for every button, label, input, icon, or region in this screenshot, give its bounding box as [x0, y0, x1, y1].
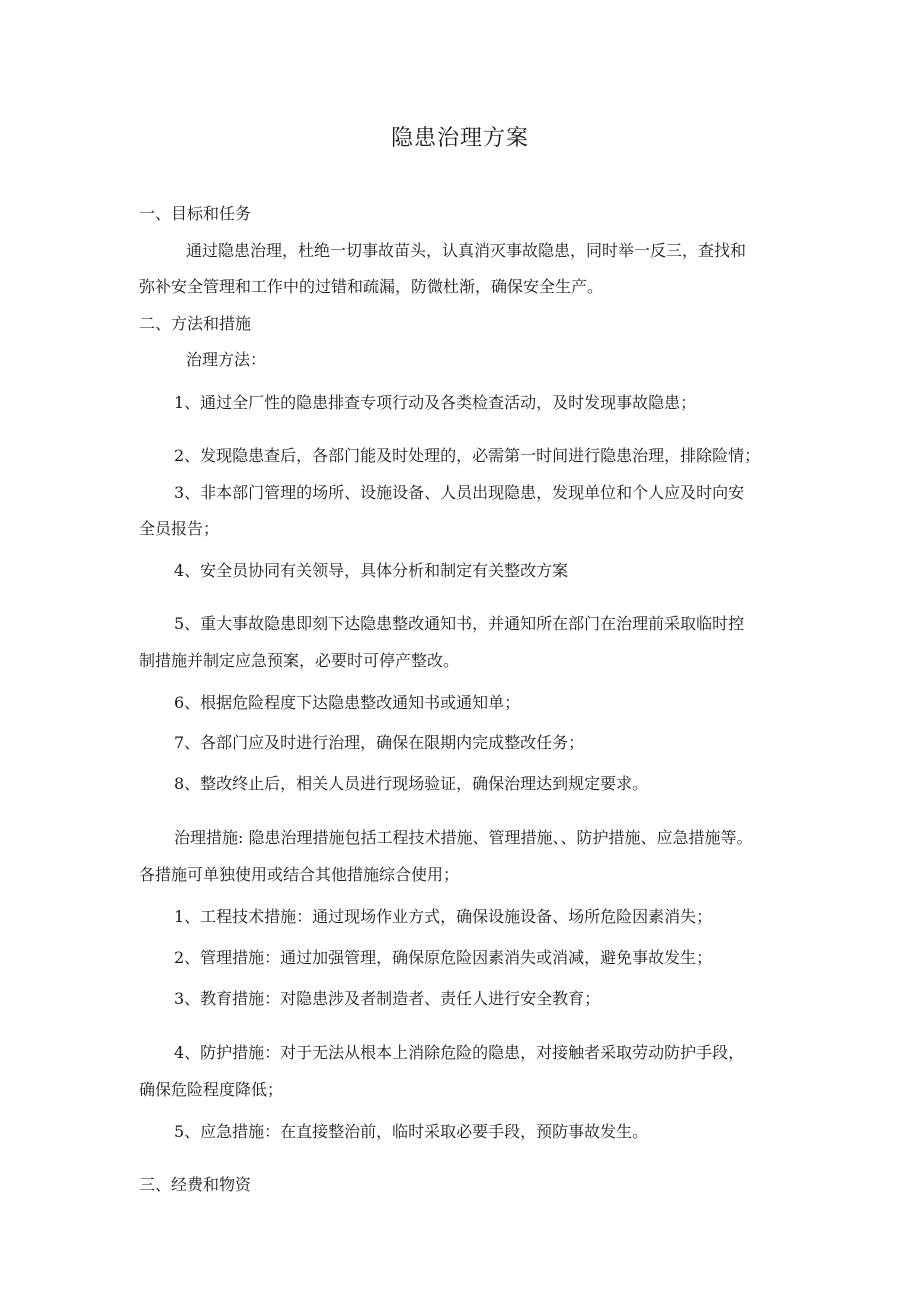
measure-item-5: 5、应急措施：在直接整治前，临时采取必要手段，预防事故发生。	[174, 1122, 649, 1141]
method-item-4: 4、安全员协同有关领导，具体分析和制定有关整改方案	[174, 561, 569, 580]
method-item-3-cont: 全员报告；	[139, 519, 220, 538]
measure-item-4: 4、防护措施：对于无法从根本上消除危险的隐患，对接触者采取劳动防护手段，	[174, 1043, 745, 1062]
method-item-1: 1、通过全厂性的隐患排查专项行动及各类检查活动，及时发现事故隐患；	[174, 393, 697, 412]
section-heading-2: 二、方法和措施	[139, 314, 252, 333]
section-heading-3: 三、经费和物资	[139, 1175, 252, 1194]
measures-intro-line2: 各措施可单独使用或结合其他措施综合使用；	[139, 865, 460, 884]
method-item-7: 7、各部门应及时进行治理，确保在限期内完成整改任务；	[174, 733, 585, 752]
measure-item-1: 1、工程技术措施：通过现场作业方式，确保设施设备、场所危险因素消失；	[174, 907, 713, 926]
section1-paragraph-line1: 通过隐患治理，杜绝一切事故苗头，认真消灭事故隐患，同时举一反三，查找和	[186, 241, 747, 260]
method-item-2: 2、发现隐患查后，各部门能及时处理的，必需第一时间进行隐患治理，排除险情；	[174, 446, 761, 465]
method-item-6: 6、根据危险程度下达隐患整改通知书或通知单；	[174, 693, 521, 712]
method-item-5: 5、重大事故隐患即刻下达隐患整改通知书，并通知所在部门在治理前采取临时控	[174, 614, 745, 633]
method-item-3: 3、非本部门管理的场所、设施设备、人员出现隐患，发现单位和个人应及时向安	[174, 483, 745, 502]
methods-label: 治理方法：	[186, 350, 267, 369]
measure-item-2: 2、管理措施：通过加强管理，确保原危险因素消失或消减，避免事故发生；	[174, 948, 713, 967]
method-item-8: 8、整改终止后，相关人员进行现场验证，确保治理达到规定要求。	[174, 774, 649, 793]
section-heading-1: 一、目标和任务	[139, 204, 252, 223]
measure-item-3: 3、教育措施：对隐患涉及者制造者、责任人进行安全教育；	[174, 989, 601, 1008]
measures-intro-line1: 治理措施: 隐患治理措施包括工程技术措施、管理措施、、防护措施、应急措施等。	[174, 828, 753, 847]
document-title: 隐患治理方案	[390, 126, 529, 151]
method-item-5-cont: 制措施并制定应急预案，必要时可停产整改。	[139, 651, 460, 670]
measure-item-4-cont: 确保危险程度降低；	[139, 1080, 284, 1099]
section1-paragraph-line2: 弥补安全管理和工作中的过错和疏漏，防微杜渐，确保安全生产。	[139, 277, 604, 296]
